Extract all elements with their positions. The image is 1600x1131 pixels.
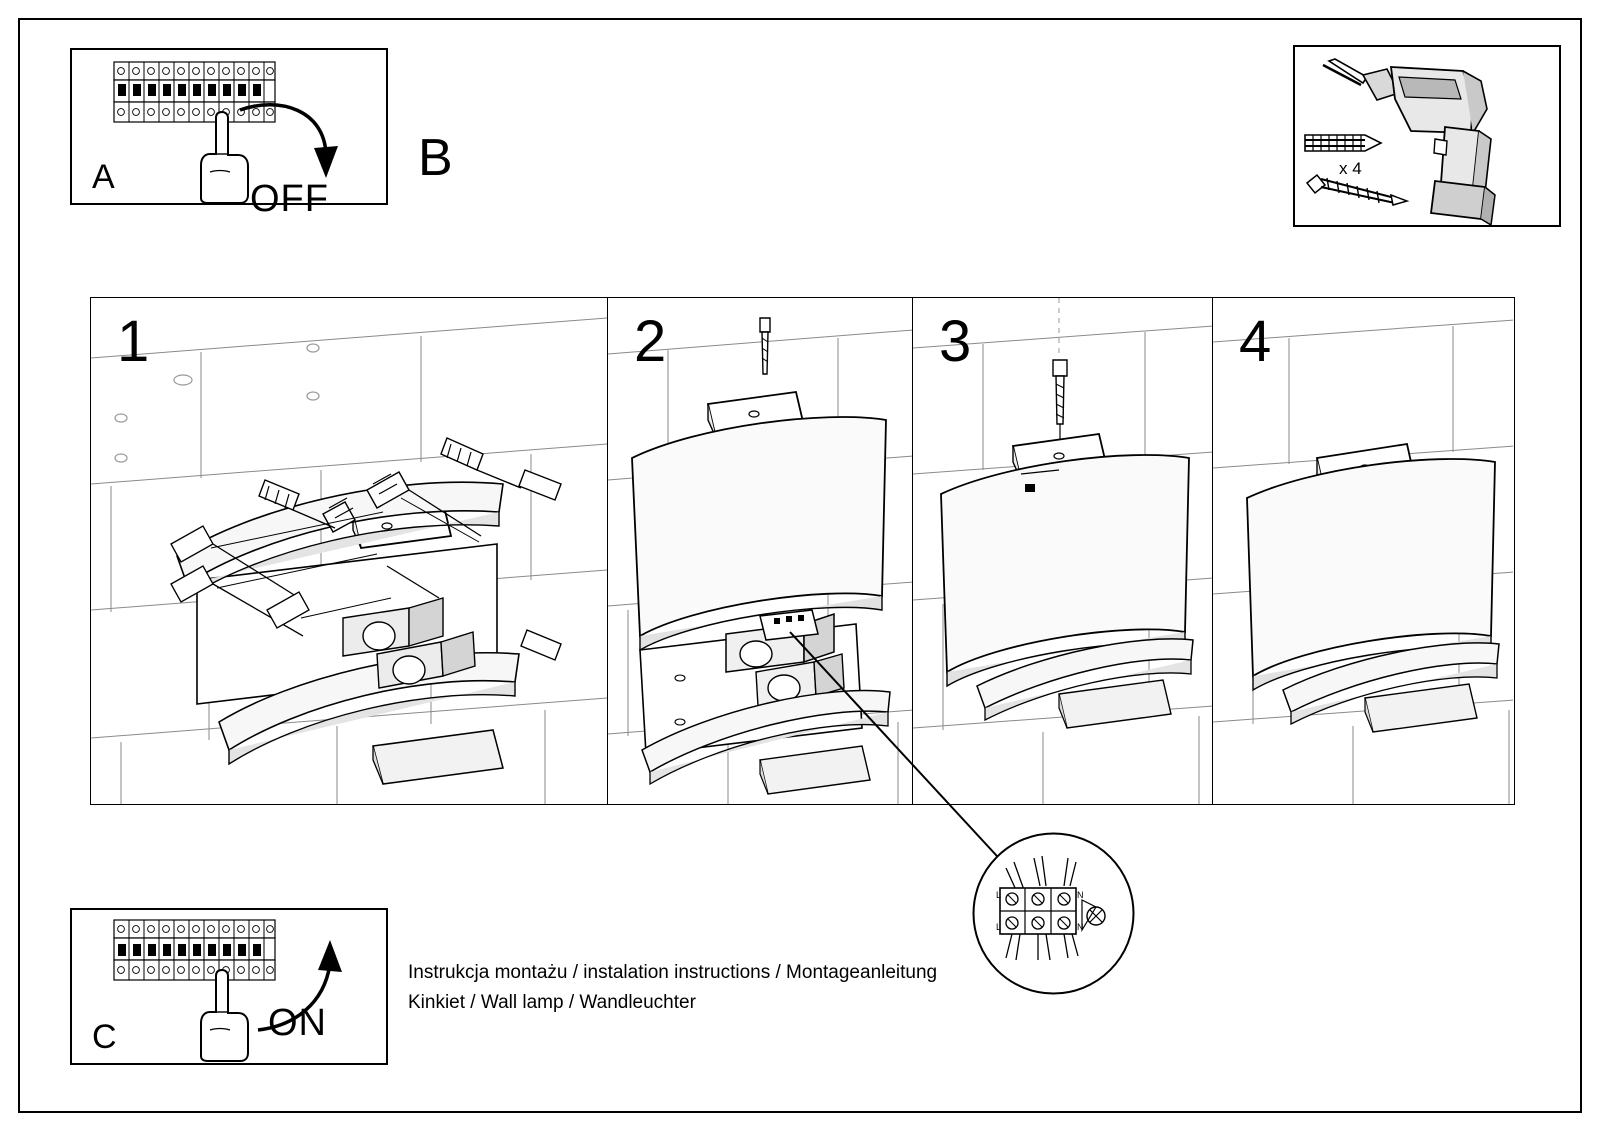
caption-subtitle: Kinkiet / Wall lamp / Wandleuchter [408,992,696,1013]
step-3-number: 3 [939,309,972,374]
step-2-number: 2 [634,309,667,374]
step-4-cell [1212,298,1513,804]
panel-c-letter: C [92,1018,118,1056]
panel-c-power-on [70,908,388,1065]
terminal-block-detail [972,832,1135,995]
step-4-number: 4 [1239,309,1272,374]
panel-c-action-label: ON [268,1002,327,1044]
terminal-label-l-bottom: L [996,922,1002,932]
terminal-label-l-top: L [996,890,1002,900]
caption-title: Instrukcja montażu / instalation instructions / Montageanleitung [408,962,938,983]
panel-a-action-label: OFF [250,178,329,220]
panel-b-letter: B [418,129,453,187]
panel-a-letter: A [92,158,116,196]
anchor-quantity-label: x 4 [1339,159,1362,178]
caption-block [408,958,937,1018]
terminal-label-n-top: N [1077,890,1084,900]
step-1-number: 1 [117,309,150,374]
step-1-cell [91,298,607,804]
arrow-curve-down-icon [232,92,342,192]
arrow-curve-up-icon [250,938,360,1038]
terminal-label-n-bottom: N [1077,922,1084,932]
panel-a-power-off [70,48,388,220]
panel-tools [1293,45,1561,227]
wall-lamp-exploded-icon [91,298,607,804]
screw-icon [1295,47,1563,229]
